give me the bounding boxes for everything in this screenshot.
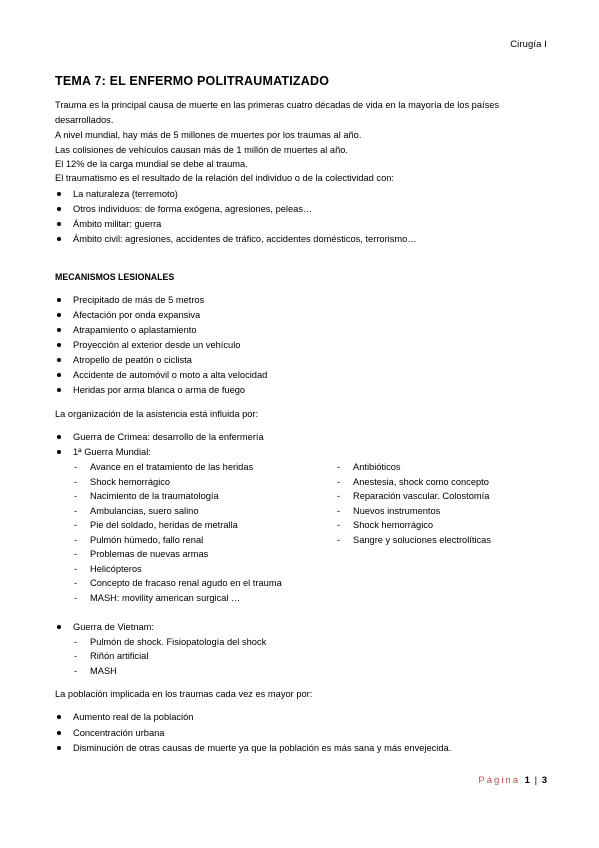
page-number: 1	[524, 775, 530, 786]
page-title: TEMA 7: EL ENFERMO POLITRAUMATIZADO	[55, 74, 330, 88]
intro-line: A nivel mundial, hay más de 5 millones de muertes por los traumas al año.	[55, 130, 362, 140]
document-page: Cirugía I TEMA 7: EL ENFERMO POLITRAUMATIZADO Trauma es la principal causa de muerte en las primeras cuatro décadas de vida en la mayoría de los países desarrollados. A nivel mundial, hay más de 5 millones de muertes por los traumas al año. Las colisiones de vehículos causan más de 1 millón de muertes al año. El 12% de la carga mundial se debe al trauma. El traumatismo es el resultado de la relación del individuo o de la colectividad con: La naturaleza (terremoto) Otros individuos: de forma exógena, agresiones, peleas… Ámbito militar: guerra Ámbito civil: agresiones, accidentes de tráfico, accidentes domésticos, terrorismo… MECANISMOS LESIONALES Precipitado de más de 5 metros Afectación por onda expansiva Atrapamiento o aplastamiento Proyección al exterior desde un vehículo Atropello de peatón o ciclista Accidente de automóvil o moto a alta velocidad Heridas por arma blanca o arma de fuego La organización de la asistencia está influida por: Guerra de Crimea: desarrollo de la enfermería 1ª Guerra Mundial: - Avance en el tratamiento de las heridas - Shock hemorrágico - Nacimiento de la traumatología - Ambulancias, suero salino - Pie del soldado, heridas de metralla - Pulmón húmedo, fallo renal - Problemas de nuevas armas - Helicópteros - Concepto de fracaso renal agudo en el trauma - MASH: movility american surgical … - Antibióticos - Anestesia, shock como concepto - Reparación vascular. Colostomía - Nuevos instrumentos - Shock hemorrágico - Sangre y soluciones electrolíticas Guerra de Vietnam: - Pulmón de shock. Fisiopatología del shock - Riñón artificial - MASH La población implicada en los traumas cada vez es mayor por: Aumento real de la población Concentración urbana Disminución de otras causas de muerte ya que la población es más sana y más envejecida. Página 1 | 3	[55, 39, 547, 786]
page-footer	[478, 775, 547, 786]
bullet-icon	[57, 343, 61, 347]
bullet-icon	[57, 450, 61, 454]
bullet-icon	[57, 625, 61, 629]
bullet-icon	[57, 435, 61, 439]
header-course: Cirugía I	[510, 39, 547, 50]
footer-label: Página	[478, 775, 521, 786]
page-total: 3	[541, 775, 547, 786]
bullet-icon	[57, 715, 61, 719]
intro-line: El 12% de la carga mundial se debe al trauma.	[55, 159, 248, 169]
organization-intro: La organización de la asistencia está influida por:	[55, 409, 259, 419]
intro-line: desarrollados.	[55, 115, 114, 125]
bullet-icon	[57, 746, 61, 750]
population-intro: La población implicada en los traumas cada vez es mayor por:	[55, 689, 313, 699]
intro-line: Las colisiones de vehículos causan más de 1 millón de muertes al año.	[55, 145, 349, 155]
bullet-icon	[57, 731, 61, 735]
section-heading: MECANISMOS LESIONALES	[55, 272, 175, 282]
bullet-icon	[57, 222, 61, 226]
intro-line: El traumatismo es el resultado de la relación del individuo o de la colectividad con:	[55, 173, 395, 183]
bullet-icon	[57, 373, 61, 377]
footer-separator: |	[534, 775, 538, 786]
bullet-icon	[57, 192, 61, 196]
bullet-icon	[57, 388, 61, 392]
intro-line: Trauma es la principal causa de muerte en las primeras cuatro décadas de vida en la mayoría de los países	[55, 100, 500, 110]
bullet-icon	[57, 358, 61, 362]
bullet-icon	[57, 328, 61, 332]
bullet-icon	[57, 207, 61, 211]
bullet-icon	[57, 298, 61, 302]
bullet-icon	[57, 237, 61, 241]
bullet-icon	[57, 313, 61, 317]
